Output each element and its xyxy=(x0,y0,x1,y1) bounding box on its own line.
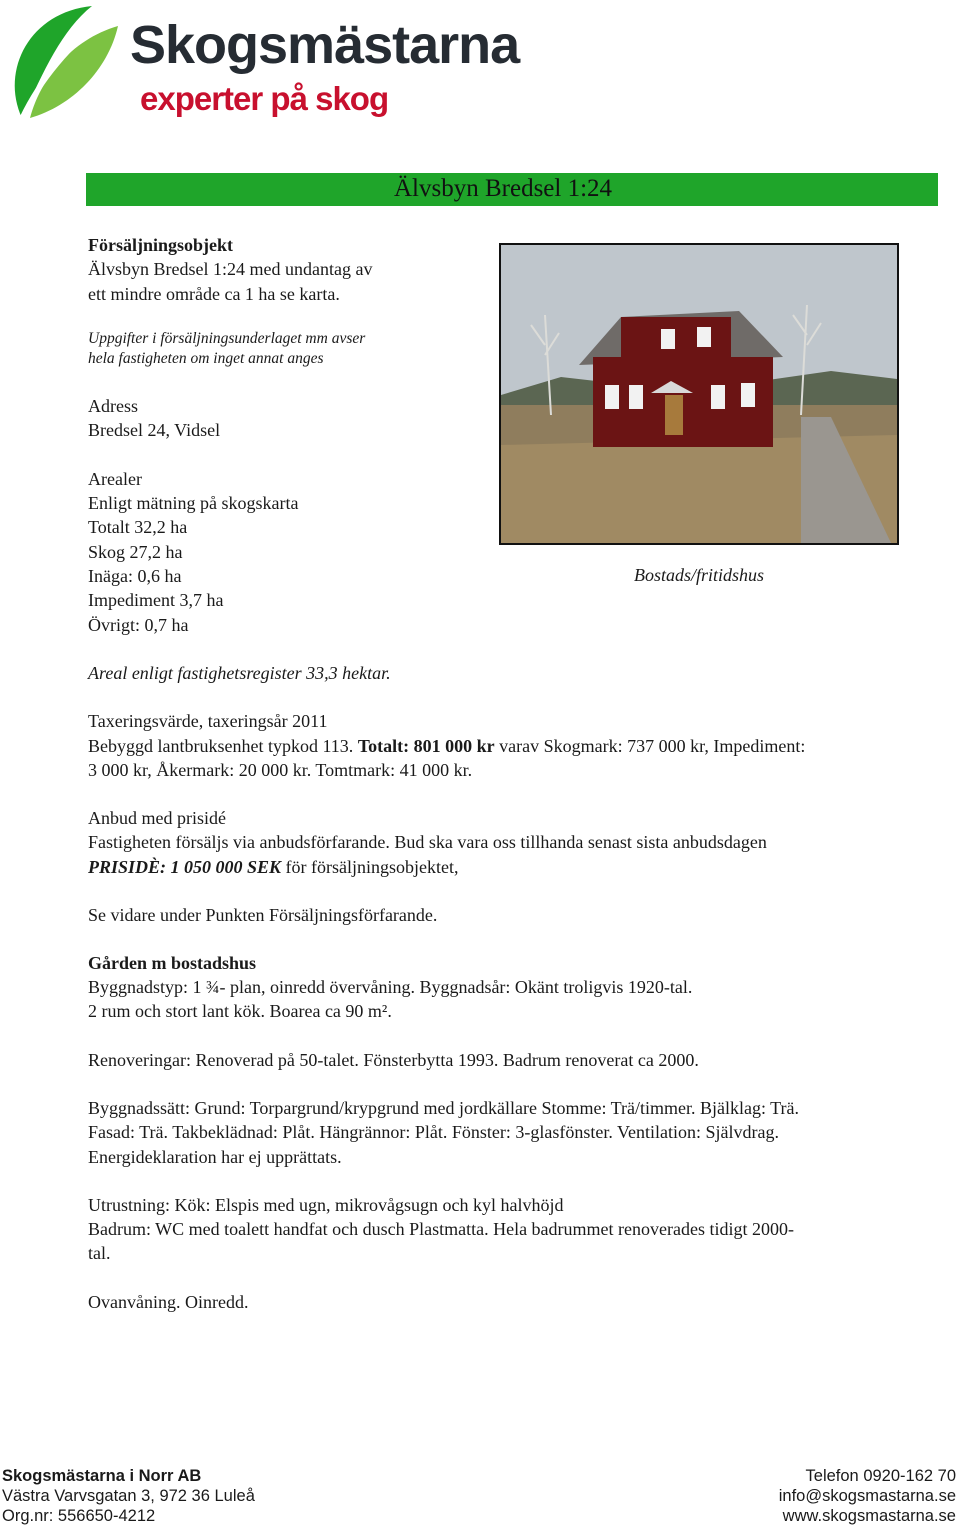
farm-construction-2: Fasad: Trä. Takbeklädnad: Plåt. Hängrännor: Plåt. Fönster: 3-glasfönster. Ventilation: Självdrag. xyxy=(88,1122,779,1142)
area-row: Enligt mätning på skogskarta xyxy=(88,493,299,513)
farm-equipment-1: Utrustning: Kök: Elspis med ugn, mikrovågsugn och kyl halvhöjd xyxy=(88,1195,564,1215)
object-heading: Försäljningsobjekt xyxy=(88,235,234,255)
tax-line-1 xyxy=(88,734,805,758)
bid-heading: Anbud med prisidé xyxy=(88,808,226,828)
logo-wordmark: Skogsmästarna xyxy=(130,15,520,75)
farm-construction-3: Energideklaration har ej upprättats. xyxy=(88,1147,342,1167)
address-heading: Adress xyxy=(88,396,138,416)
leaf-icon xyxy=(0,0,130,125)
page-title: Älvsbyn Bredsel 1:24 xyxy=(394,175,613,202)
footer-address: Västra Varvsgatan 3, 972 36 Luleå xyxy=(2,1487,255,1505)
farm-equipment-2: Badrum: WC med toalett handfat och dusch Plastmatta. Hela badrummet renoverades tidigt 2000- xyxy=(88,1219,794,1239)
register-area-note: Areal enligt fastighetsregister 33,3 hektar. xyxy=(88,663,391,683)
photo-caption: Bostads/fritidshus xyxy=(633,565,765,585)
title-banner xyxy=(86,173,938,206)
logo-tagline: experter på skog xyxy=(140,80,389,117)
farm-type-line: Byggnadstyp: 1 ¾- plan, oinredd övervåning. Byggnadsår: Okänt troligvis 1920-tal. xyxy=(88,977,693,997)
footer-website-link[interactable]: www.skogsmastarna.se xyxy=(782,1507,956,1525)
tax-prefix: Bebyggd lantbruksenhet typkod 113. xyxy=(88,736,358,756)
footer-email-link[interactable]: info@skogsmastarna.se xyxy=(778,1487,956,1505)
tax-heading: Taxeringsvärde, taxeringsår 2011 xyxy=(88,711,328,731)
bid-line-1: Fastigheten försäljs via anbudsförfarande. Bud ska vara oss tillhanda senast sista anbudsdagen xyxy=(88,832,767,852)
price-idea: PRISIDÈ: 1 050 000 SEK xyxy=(88,857,282,877)
note-line-2: hela fastigheten om inget annat anges xyxy=(88,350,324,367)
bid-price-line xyxy=(88,855,459,879)
object-line-2: ett mindre område ca 1 ha se karta. xyxy=(88,284,340,304)
area-row: Totalt 32,2 ha xyxy=(88,517,188,537)
area-row: Impediment 3,7 ha xyxy=(88,590,224,610)
area-row: Övrigt: 0,7 ha xyxy=(88,615,189,635)
area-row: Skog 27,2 ha xyxy=(88,542,183,562)
farm-construction-1: Byggnadssätt: Grund: Torpargrund/krypgrund med jordkällare Stomme: Trä/timmer. Bjälklag: Trä. xyxy=(88,1098,800,1118)
tax-line-2: 3 000 kr, Åkermark: 20 000 kr. Tomtmark: 41 000 kr. xyxy=(88,760,473,780)
footer-orgnr: Org.nr: 556650-4212 xyxy=(2,1507,156,1525)
house-photo xyxy=(499,243,899,545)
farm-heading: Gården m bostadshus xyxy=(88,953,257,973)
farm-upstairs: Ovanvåning. Oinredd. xyxy=(88,1292,249,1312)
address-value: Bredsel 24, Vidsel xyxy=(88,420,221,440)
tax-suffix: varav Skogmark: 737 000 kr, Impediment: xyxy=(494,736,806,756)
farm-equipment-3: tal. xyxy=(88,1243,111,1263)
note-line-1: Uppgifter i försäljningsunderlaget mm avser xyxy=(88,330,366,347)
areas-heading: Arealer xyxy=(88,469,142,489)
area-row: Inäga: 0,6 ha xyxy=(88,566,182,586)
farm-renovations: Renoveringar: Renoverad på 50-talet. Fönsterbytta 1993. Badrum renoverat ca 2000. xyxy=(88,1050,699,1070)
company-logo xyxy=(0,0,520,125)
object-line-1: Älvsbyn Bredsel 1:24 med undantag av xyxy=(88,259,373,279)
footer-company: Skogsmästarna i Norr AB xyxy=(2,1467,202,1485)
footer-phone: Telefon 0920-162 70 xyxy=(805,1467,956,1485)
bid-more: Se vidare under Punkten Försäljningsförfarande. xyxy=(88,905,438,925)
farm-rooms-line: 2 rum och stort lant kök. Boarea ca 90 m². xyxy=(88,1001,392,1021)
price-suffix: för försäljningsobjektet, xyxy=(281,857,459,877)
tax-total: Totalt: 801 000 kr xyxy=(357,736,495,756)
